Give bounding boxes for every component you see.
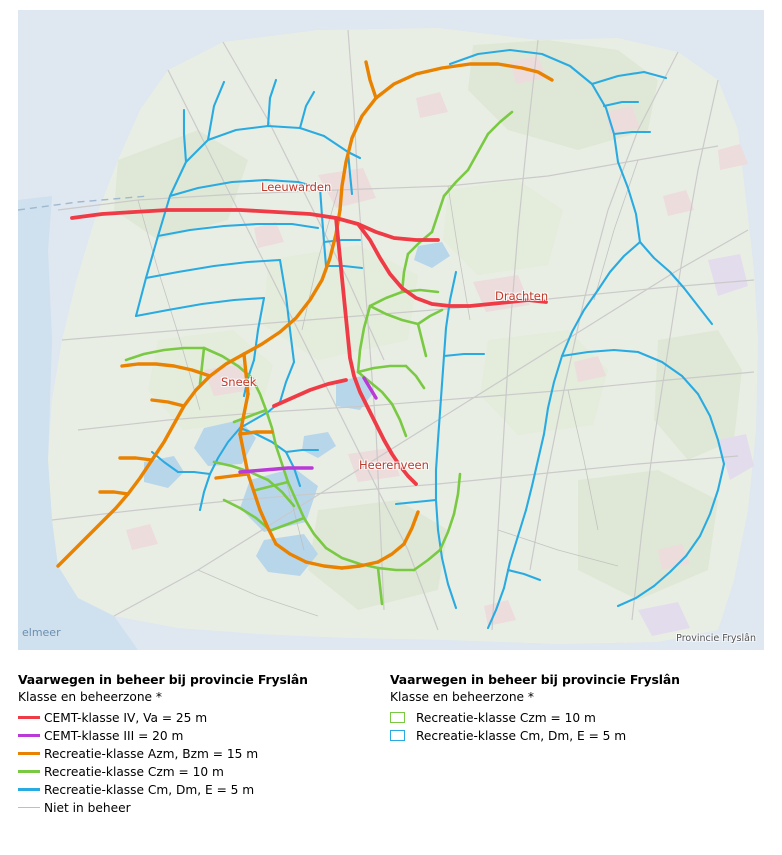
legend-item-label: CEMT-klasse III = 20 m (44, 728, 184, 743)
city-label-sneek: Sneek (221, 375, 257, 389)
water-label-ijsselmeer: elmeer (22, 626, 61, 639)
legend-block-left (18, 672, 390, 817)
map-canvas[interactable] (18, 10, 764, 650)
legend-swatch-cemt-iii (18, 734, 42, 738)
legend-item (390, 727, 762, 744)
map-graphic (18, 10, 764, 650)
legend-item (18, 727, 390, 744)
legend-item (18, 781, 390, 798)
legend-item-label: Niet in beheer (44, 800, 131, 815)
legend-swatch-zone-cm-dm-e (390, 730, 414, 741)
legend-subtitle-right: Klasse en beheerzone * (390, 690, 535, 704)
legend-swatch-azm-bzm (18, 752, 42, 756)
legend-swatch-czm (18, 770, 42, 773)
legend (18, 672, 778, 817)
legend-item-label: CEMT-klasse IV, Va = 25 m (44, 710, 208, 725)
legend-item (18, 709, 390, 726)
legend-swatch-cemt-iv (18, 716, 42, 720)
legend-swatch-niet-in-beheer (18, 807, 42, 809)
city-label-leeuwarden: Leeuwarden (261, 180, 332, 194)
city-label-drachten: Drachten (495, 289, 549, 303)
legend-item (18, 763, 390, 780)
legend-item-label: Recreatie-klasse Cm, Dm, E = 5 m (44, 782, 255, 797)
legend-item-label: Recreatie-klasse Cm, Dm, E = 5 m (416, 728, 627, 743)
legend-swatch-zone-czm (390, 712, 414, 723)
legend-item-label: Recreatie-klasse Czm = 10 m (416, 710, 596, 725)
legend-item-label: Recreatie-klasse Azm, Bzm = 15 m (44, 746, 259, 761)
legend-item-label: Recreatie-klasse Czm = 10 m (44, 764, 224, 779)
legend-item (18, 799, 390, 816)
legend-swatch-cm-dm-e (18, 788, 42, 791)
legend-subtitle-left: Klasse en beheerzone * (18, 690, 163, 704)
legend-item (18, 745, 390, 762)
map-attribution: Provincie Fryslân (676, 633, 756, 644)
legend-title-left: Vaarwegen in beheer bij provincie Fryslân (18, 672, 308, 687)
legend-item (390, 709, 762, 726)
legend-title-right: Vaarwegen in beheer bij provincie Fryslân (390, 672, 680, 687)
legend-block-right (390, 672, 762, 745)
city-label-heerenveen: Heerenveen (359, 458, 429, 472)
